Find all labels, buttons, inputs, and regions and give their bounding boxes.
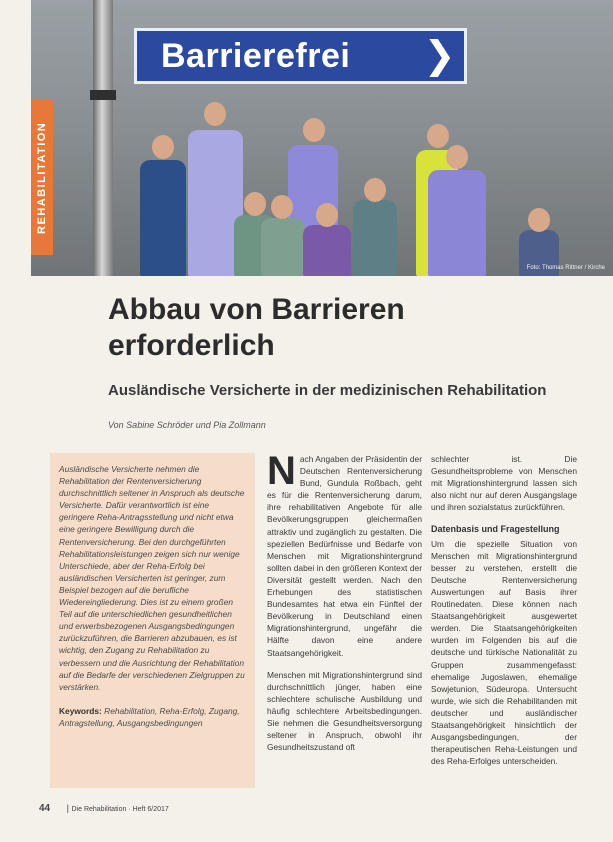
chevron-right-icon: ❯ [423,35,456,77]
keywords-label: Keywords: [59,705,102,716]
page-number: 44 [39,803,51,814]
journal-name: Die Rehabilitation · Heft 6/2017 [71,806,169,813]
drop-cap: N [267,449,296,493]
abstract-text: Ausländische Versicherte nehmen die Rehabilitation der Rentenversicherung durchschnittlich seltener in Anspruch als deutsche Versicherte. Dafür verantwortlich ist eine geringere Reha-Antragsstellung und nicht etwa eine geringere Bewilligung durch die Rentenversicherung. Bei den durchgeführten Rehabilitationsleistungen zeigen sich nur wenige Unterschiede, aber der Reha-Erfolg bei ausländischen Versicherten ist geringer, zum Beispiel bezogen auf die berufliche Wiedereingliederung. Dies ist zu einem großen Teil auf die unterschiedlichen gesundheitlichen und erwerbsbezogenen Ausgangsbedingungen zurückzuführen, die Barrieren abzubauen, es ist wichtig, den Zugang zu Rehabilitation zu verbessern und die Ausrichtung der Rehabilitation auf die Bedarfe der verschiedenen Zielgruppen zu verstärken. [59,464,245,692]
body-paragraph: schlechter ist. Die Gesundheitsprobleme von Menschen mit Migrationshintergrund lassen sich also nicht nur auf deren Ausgangslage und ihren sozialstatus zurückführen. [431,454,577,513]
keywords [59,705,246,729]
hero-photo [31,0,613,276]
figure-head [446,145,468,169]
page-footer [39,803,169,814]
figure-head [316,203,338,227]
barrierefrei-sign [134,28,467,84]
body-column-1 [267,449,422,763]
figure-head [204,102,226,126]
figure-person [140,160,186,276]
figure-person [261,218,305,276]
body-column-2 [431,453,577,777]
body-text: ach Angaben der Präsidentin der Deutschen Rentenversicherung Bund, Gundula Roßbach, geht es für die Rentenversicherung darum, ihre rehabilitativen Angebote für alle Bevölkerungsgruppen gleichermaßen attraktiv und zugänglich zu gestalten. Die speziellen Bedürfnisse und Bedarfe von Menschen mit Migrationshintergrund sollten dabei in den größeren Kontext der Diversität gestellt werden. Nach den Erhebungen des statistischen Bundesamtes hat etwa ein Fünftel der Bevölkerung in Deutschland einen Migrationshintergrund, ungefähr die Hälfte davon eine andere Staatsangehörigkeit. [267,454,422,658]
figure-person [353,200,397,276]
figure-head [303,118,325,142]
sign-pole-band [90,90,116,100]
section-label: REHABILITATION [36,121,48,234]
article-title: Abbau von Barrieren erforderlich [108,293,405,362]
figure-head [271,195,293,219]
article-subtitle: Ausländische Versicherte in der medizinischen Rehabilitation [108,382,547,399]
body-paragraph: Um die spezielle Situation von Menschen mit Migrationshintergrund besser zu verstehen, erstellt die Deutsche Rentenversicherung Auswertungen auf Basis ihrer Routinedaten. Diese können nach Staatsangehörigkeit ausgewertet werden. Die Staatsangehörigkeiten wurden im Folgenden bis auf die deutsche und türkische Nationalität zu Gruppen zusammengefasst: ehemalige Jugoslawen, ehemalige Sowjetunion, Südeuropa. Untersucht wurde, wie sich die Rehabilitanden mit deutscher und ausländischer Staatsangehörigkeit hinsichtlich der Ausgangsbedingungen, der therapeutischen Reha-Leistungen und des Reha-Erfolges unterscheiden. [431,538,577,767]
section-heading: Datenbasis und Fragestellung [431,524,560,535]
body-paragraph [267,449,422,659]
figure-person [428,170,486,276]
figure-person [303,225,351,276]
sign-text: Barrierefrei [161,37,351,75]
body-paragraph: Menschen mit Migrationshintergrund sind durchschnittlich jünger, haben eine schlechtere schulische Ausbildung und häufig schlechtere Arbeitsbedingungen. Sie nehmen die Gesundheitsversorgung seltener in Anspruch, obwohl ihr Gesundheitszustand oft [267,669,422,753]
keywords-list: Rehabilitation, Reha-Erfolg, Zugang, Antragstellung, Ausgangsbedingungen [59,705,240,728]
figure-head [364,178,386,202]
photo-credit: Foto: Thomas Rittner / Kirche [526,265,605,271]
figure-head [244,192,266,216]
sign-pole [93,0,113,276]
figure-head [427,124,449,148]
figure-head [528,208,550,232]
footer-divider: | [66,803,69,813]
figure-head [152,135,174,159]
abstract-box [50,453,255,788]
article-authors: Von Sabine Schröder und Pia Zollmann [108,420,266,430]
